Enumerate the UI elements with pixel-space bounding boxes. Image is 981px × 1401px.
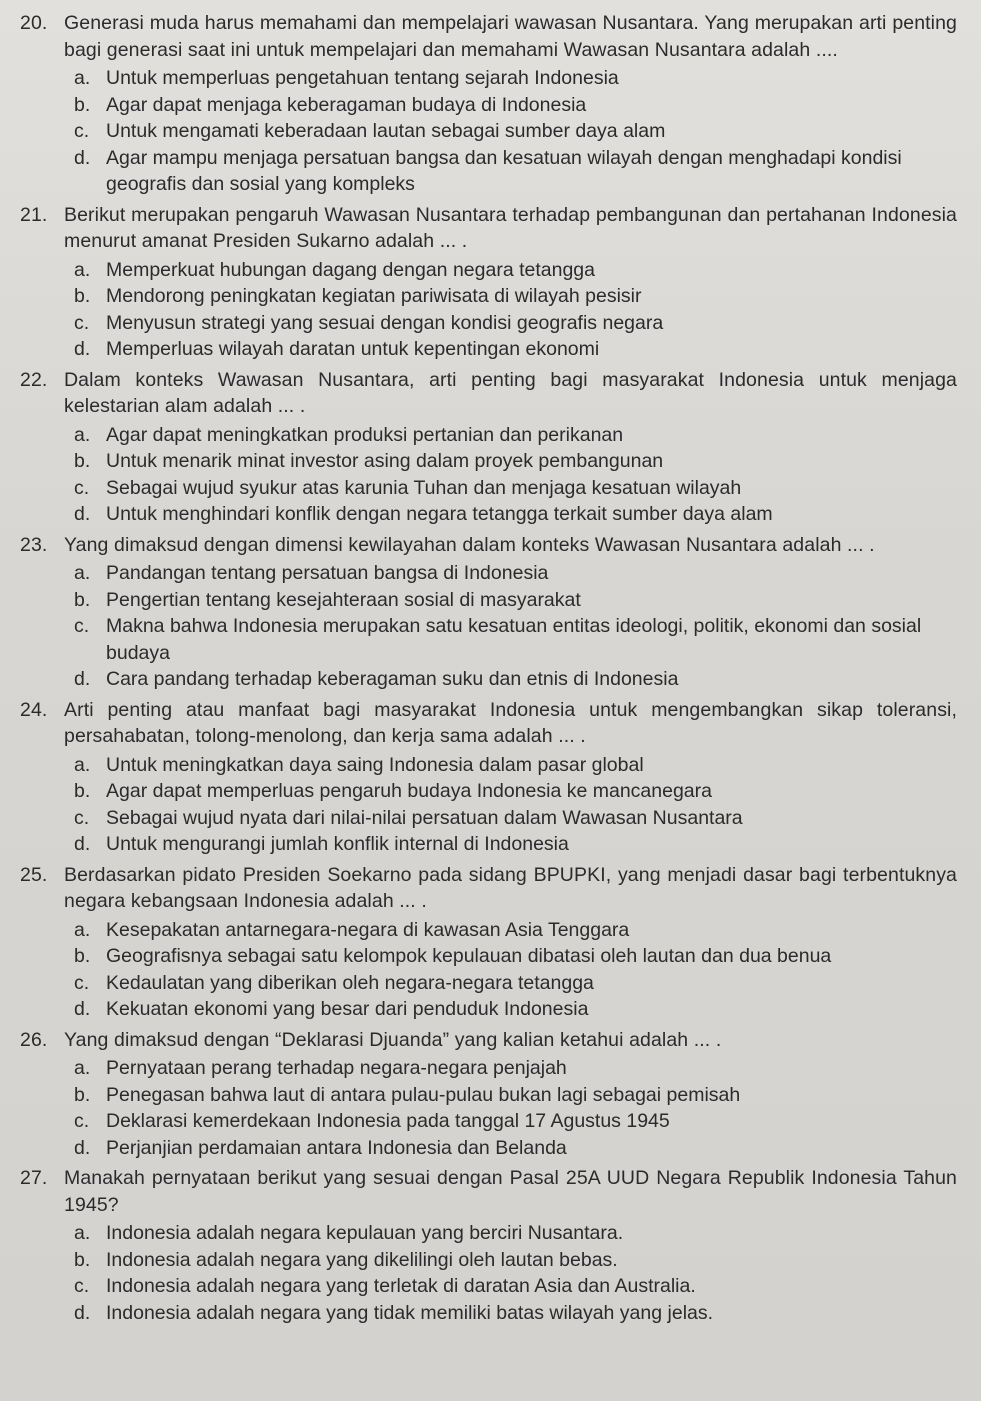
question-text: Berikut merupakan pengaruh Wawasan Nusantara terhadap pembangunan dan pertahanan Indonesia menurut amanat Presiden Sukarno adalah ... . <box>64 203 957 252</box>
answer-option[interactable] <box>74 422 957 449</box>
option-text: Agar dapat menjaga keberagaman budaya di Indonesia <box>106 93 587 116</box>
question-25 <box>20 862 957 1023</box>
question-text: Yang dimaksud dengan “Deklarasi Djuanda” yang kalian ketahui adalah ... . <box>64 1028 722 1051</box>
option-text: Kedaulatan yang diberikan oleh negara-negara tetangga <box>106 971 594 994</box>
option-text: Untuk mengurangi jumlah konflik internal di Indonesia <box>106 833 569 855</box>
option-letter: d. <box>74 833 91 855</box>
answer-option[interactable] <box>74 92 957 119</box>
option-text: Memperkuat hubungan dagang dengan negara tetangga <box>106 258 595 281</box>
question-stem <box>20 202 957 255</box>
option-letter: d. <box>74 1301 91 1324</box>
question-number: 22. <box>20 368 48 391</box>
option-letter: c. <box>74 1110 90 1132</box>
answer-option[interactable] <box>74 257 957 284</box>
question-number: 26. <box>20 1028 48 1051</box>
option-text: Untuk menarik minat investor asing dalam proyek pembangunan <box>106 450 664 472</box>
answer-option[interactable] <box>74 1300 957 1327</box>
question-stem <box>20 532 957 559</box>
question-21 <box>20 202 957 363</box>
option-text: Penegasan bahwa laut di antara pulau-pulau bukan lagi sebagai pemisah <box>106 1083 741 1106</box>
option-letter: d. <box>74 338 91 360</box>
option-text: Pernyataan perang terhadap negara-negara penjajah <box>106 1057 567 1079</box>
question-27 <box>20 1165 957 1326</box>
question-number: 27. <box>20 1167 48 1189</box>
answer-options <box>74 1220 957 1326</box>
answer-option[interactable] <box>74 805 957 832</box>
answer-option[interactable] <box>74 310 957 337</box>
option-text: Kekuatan ekonomi yang besar dari penduduk Indonesia <box>106 998 589 1020</box>
option-text: Mendorong peningkatan kegiatan pariwisata di wilayah pesisir <box>106 285 642 307</box>
option-text: Kesepakatan antarnegara-negara di kawasan Asia Tenggara <box>106 918 630 941</box>
option-text: Menyusun strategi yang sesuai dengan kondisi geografis negara <box>106 311 664 334</box>
answer-option[interactable] <box>74 448 957 475</box>
question-text: Manakah pernyataan berikut yang sesuai dengan Pasal 25A UUD Negara Republik Indonesia Tahun 1945? <box>64 1167 957 1216</box>
question-26 <box>20 1027 957 1162</box>
question-number: 25. <box>20 863 48 886</box>
question-text: Generasi muda harus memahami dan mempelajari wawasan Nusantara. Yang merupakan arti penting bagi generasi saat ini untuk mempelajari dan memahami Wawasan Nusantara adalah .... <box>64 12 957 61</box>
option-letter: b. <box>74 588 91 611</box>
option-letter: a. <box>74 753 91 776</box>
answer-option[interactable] <box>74 65 957 92</box>
answer-options <box>74 752 957 858</box>
option-letter: c. <box>74 311 90 334</box>
option-text: Indonesia adalah negara yang terletak di daratan Asia dan Australia. <box>106 1275 696 1297</box>
option-text: Agar dapat meningkatkan produksi pertanian dan perikanan <box>106 423 624 446</box>
answer-options <box>74 917 957 1023</box>
option-text: Geografisnya sebagai satu kelompok kepulauan dibatasi oleh lautan dan dua benua <box>106 945 832 967</box>
option-text: Pandangan tentang persatuan bangsa di Indonesia <box>106 562 549 584</box>
answer-option[interactable] <box>74 1220 957 1247</box>
option-text: Untuk menghindari konflik dengan negara tetangga terkait sumber daya alam <box>106 503 773 525</box>
answer-options <box>74 65 957 198</box>
option-letter: b. <box>74 1083 91 1106</box>
option-text: Untuk mengamati keberadaan lautan sebagai sumber daya alam <box>106 120 666 142</box>
option-letter: b. <box>74 780 91 802</box>
option-text: Agar dapat memperluas pengaruh budaya Indonesia ke mancanegara <box>106 780 712 802</box>
option-text: Sebagai wujud nyata dari nilai-nilai persatuan dalam Wawasan Nusantara <box>106 806 743 829</box>
answer-option[interactable] <box>74 1273 957 1300</box>
question-stem <box>20 1165 957 1218</box>
question-23 <box>20 532 957 693</box>
question-24 <box>20 697 957 858</box>
option-letter: b. <box>74 945 91 967</box>
question-stem <box>20 367 957 420</box>
answer-option[interactable] <box>74 1082 957 1109</box>
answer-option[interactable] <box>74 1247 957 1274</box>
question-stem <box>20 10 957 63</box>
option-text: Pengertian tentang kesejahteraan sosial di masyarakat <box>106 588 581 611</box>
option-letter: d. <box>74 668 91 690</box>
answer-option[interactable] <box>74 996 957 1023</box>
option-text: Indonesia adalah negara yang dikelilingi oleh lautan bebas. <box>106 1248 618 1271</box>
option-text: Perjanjian perdamaian antara Indonesia dan Belanda <box>106 1136 567 1159</box>
option-letter: a. <box>74 258 91 281</box>
option-letter: a. <box>74 1222 91 1244</box>
option-text: Agar mampu menjaga persatuan bangsa dan kesatuan wilayah dengan menghadapi kondisi geografis dan sosial yang kompleks <box>106 146 902 195</box>
answer-options <box>74 560 957 693</box>
question-20 <box>20 10 957 198</box>
answer-option[interactable] <box>74 587 957 614</box>
question-number: 23. <box>20 533 48 556</box>
option-letter: a. <box>74 423 91 446</box>
answer-option[interactable] <box>74 501 957 528</box>
option-letter: c. <box>74 806 90 829</box>
question-number: 24. <box>20 698 48 721</box>
question-22 <box>20 367 957 528</box>
option-text: Untuk meningkatkan daya saing Indonesia dalam pasar global <box>106 753 644 776</box>
option-letter: d. <box>74 146 91 169</box>
option-letter: c. <box>74 120 90 142</box>
question-stem <box>20 862 957 915</box>
option-letter: d. <box>74 998 91 1020</box>
question-number: 20. <box>20 12 48 34</box>
answer-option[interactable] <box>74 118 957 145</box>
answer-option[interactable] <box>74 1135 957 1162</box>
answer-options <box>74 1055 957 1161</box>
question-text: Arti penting atau manfaat bagi masyarakat Indonesia untuk mengembangkan sikap toleransi, persahabatan, tolong-menolong, dan kerja sama adalah ... . <box>64 698 957 747</box>
answer-option[interactable] <box>74 778 957 805</box>
option-text: Memperluas wilayah daratan untuk kepentingan ekonomi <box>106 338 600 360</box>
option-letter: c. <box>74 1275 90 1297</box>
question-text: Dalam konteks Wawasan Nusantara, arti penting bagi masyarakat Indonesia untuk menjaga kelestarian alam adalah ... . <box>64 368 957 417</box>
option-letter: d. <box>74 503 91 525</box>
option-letter: c. <box>74 615 90 637</box>
answer-option[interactable] <box>74 917 957 944</box>
option-letter: b. <box>74 1248 91 1271</box>
answer-option[interactable] <box>74 752 957 779</box>
answer-option[interactable] <box>74 283 957 310</box>
answer-option[interactable] <box>74 831 957 858</box>
question-number: 21. <box>20 203 48 226</box>
option-text: Deklarasi kemerdekaan Indonesia pada tanggal 17 Agustus 1945 <box>106 1110 670 1132</box>
answer-option[interactable] <box>74 666 957 693</box>
answer-options <box>74 257 957 363</box>
question-text: Berdasarkan pidato Presiden Soekarno pada sidang BPUPKI, yang menjadi dasar bagi terbentuknya negara kebangsaan Indonesia adalah ... . <box>64 863 957 912</box>
option-letter: b. <box>74 93 91 116</box>
option-letter: b. <box>74 450 91 472</box>
answer-option[interactable] <box>74 1055 957 1082</box>
option-letter: a. <box>74 562 91 584</box>
option-text: Untuk memperluas pengetahuan tentang sejarah Indonesia <box>106 67 619 89</box>
answer-option[interactable] <box>74 475 957 502</box>
option-letter: c. <box>74 476 90 499</box>
answer-option[interactable] <box>74 613 957 666</box>
option-text: Indonesia adalah negara yang tidak memiliki batas wilayah yang jelas. <box>106 1301 714 1324</box>
option-letter: a. <box>74 918 91 941</box>
question-stem <box>20 697 957 750</box>
question-text: Yang dimaksud dengan dimensi kewilayahan dalam konteks Wawasan Nusantara adalah ... . <box>64 533 875 556</box>
option-letter: a. <box>74 1057 91 1079</box>
option-letter: c. <box>74 971 90 994</box>
answer-option[interactable] <box>74 943 957 970</box>
option-letter: b. <box>74 285 91 307</box>
option-text: Cara pandang terhadap keberagaman suku dan etnis di Indonesia <box>106 668 679 690</box>
answer-options <box>74 422 957 528</box>
answer-option[interactable] <box>74 336 957 363</box>
answer-option[interactable] <box>74 145 957 198</box>
option-text: Makna bahwa Indonesia merupakan satu kesatuan entitas ideologi, politik, ekonomi dan sosial budaya <box>106 615 922 664</box>
answer-option[interactable] <box>74 560 957 587</box>
question-stem <box>20 1027 957 1054</box>
option-letter: a. <box>74 67 91 89</box>
option-text: Indonesia adalah negara kepulauan yang berciri Nusantara. <box>106 1222 624 1244</box>
answer-option[interactable] <box>74 1108 957 1135</box>
answer-option[interactable] <box>74 970 957 997</box>
option-letter: d. <box>74 1136 91 1159</box>
option-text: Sebagai wujud syukur atas karunia Tuhan dan menjaga kesatuan wilayah <box>106 476 742 499</box>
